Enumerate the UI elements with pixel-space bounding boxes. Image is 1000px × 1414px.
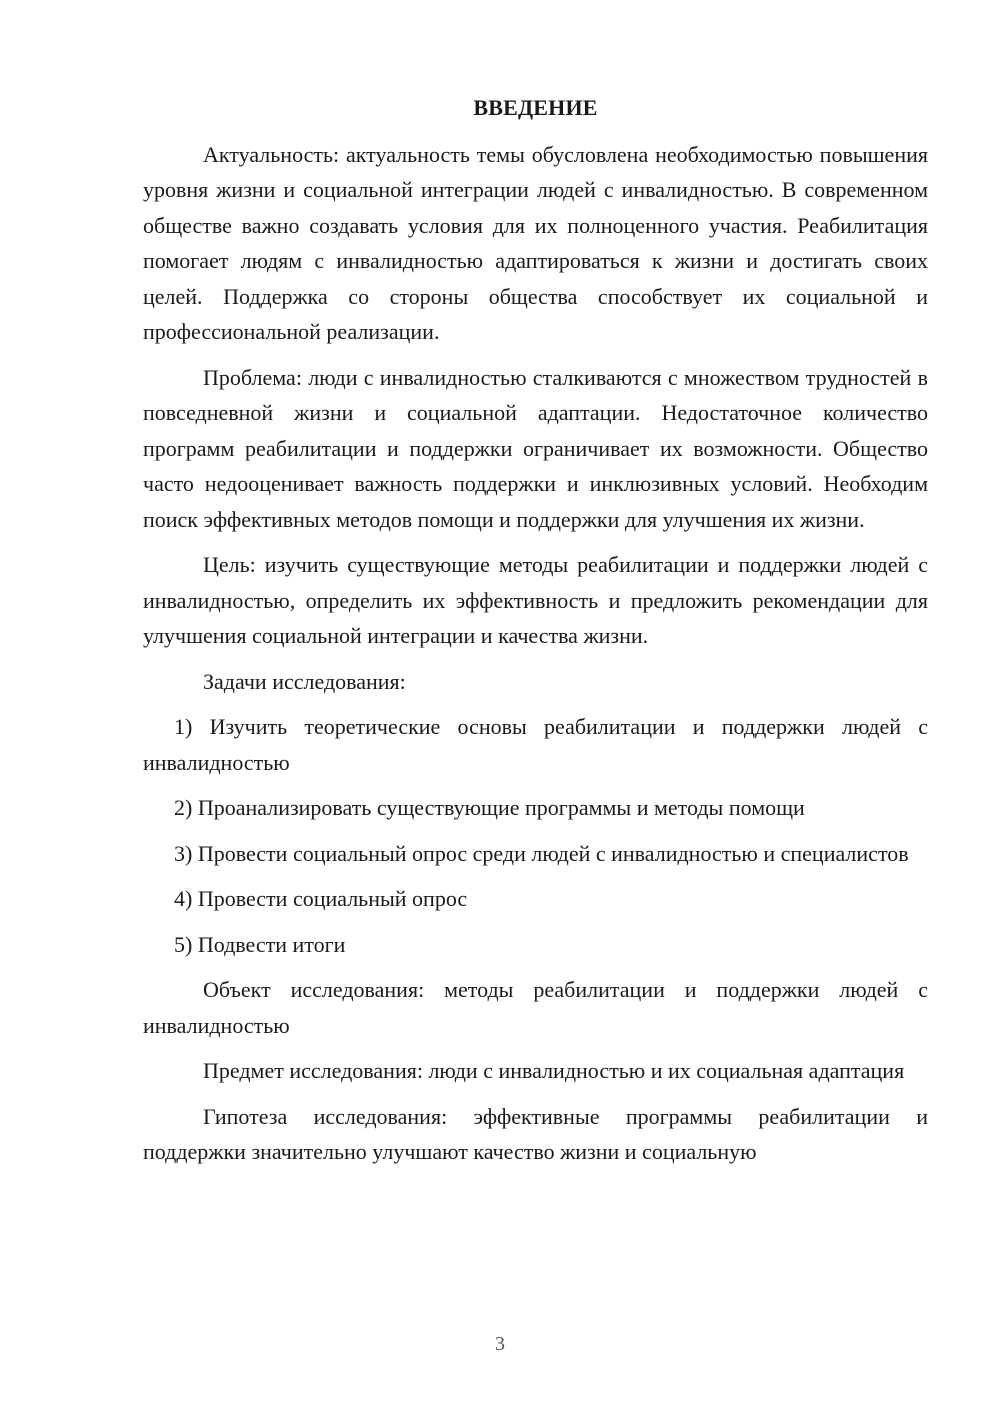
task-item-3: 3) Провести социальный опрос среди людей с инвалидностью и специалистов bbox=[174, 840, 909, 866]
paragraph-object: Объект исследования: методы реабилитации и поддержки людей с инвалидностью bbox=[143, 977, 928, 1038]
paragraph-goal: Цель: изучить существующие методы реабилитации и поддержки людей с инвалидностью, определить их эффективность и предложить рекомендации для улучшения социальной интеграции и качества жизни. bbox=[143, 552, 928, 648]
paragraph-subject: Предмет исследования: люди с инвалидностью и их социальная адаптация bbox=[203, 1058, 905, 1083]
task-item-1: 1) Изучить теоретические основы реабилитации и поддержки людей с инвалидностью bbox=[143, 714, 928, 775]
document-body bbox=[143, 90, 928, 1180]
page-number: 3 bbox=[495, 1333, 505, 1355]
paragraph-hypothesis: Гипотеза исследования: эффективные программы реабилитации и поддержки значительно улучшают качество жизни и социальную bbox=[143, 1103, 928, 1164]
paragraph-relevance: Актуальность: актуальность темы обусловлена необходимостью повышения уровня жизни и социальной интеграции людей с инвалидностью. В современном обществе важно создавать условия для их полноценного участия. Реабилитация помогает людям с инвалидностью адаптироваться к жизни и достигать своих целей. Поддержка со стороны общества способствует их социальной и профессиональной реализации. bbox=[143, 141, 928, 344]
task-item-5: 5) Подвести итоги bbox=[174, 931, 346, 957]
paragraph-tasks-heading: Задачи исследования: bbox=[203, 668, 406, 694]
task-item-4: 4) Провести социальный опрос bbox=[174, 886, 468, 911]
task-item-2: 2) Проанализировать существующие программы и методы помощи bbox=[174, 795, 805, 820]
page-title: ВВЕДЕНИЕ bbox=[473, 95, 598, 120]
paragraph-problem: Проблема: люди с инвалидностью сталкиваются с множеством трудностей в повседневной жизни и социальной адаптации. Недостаточное количество программ реабилитации и поддержки ограничивает их возможности. Общество часто недооценивает важность поддержки и инклюзивных условий. Необходим поиск эффективных методов помощи и поддержки для улучшения их жизни. bbox=[143, 364, 928, 532]
